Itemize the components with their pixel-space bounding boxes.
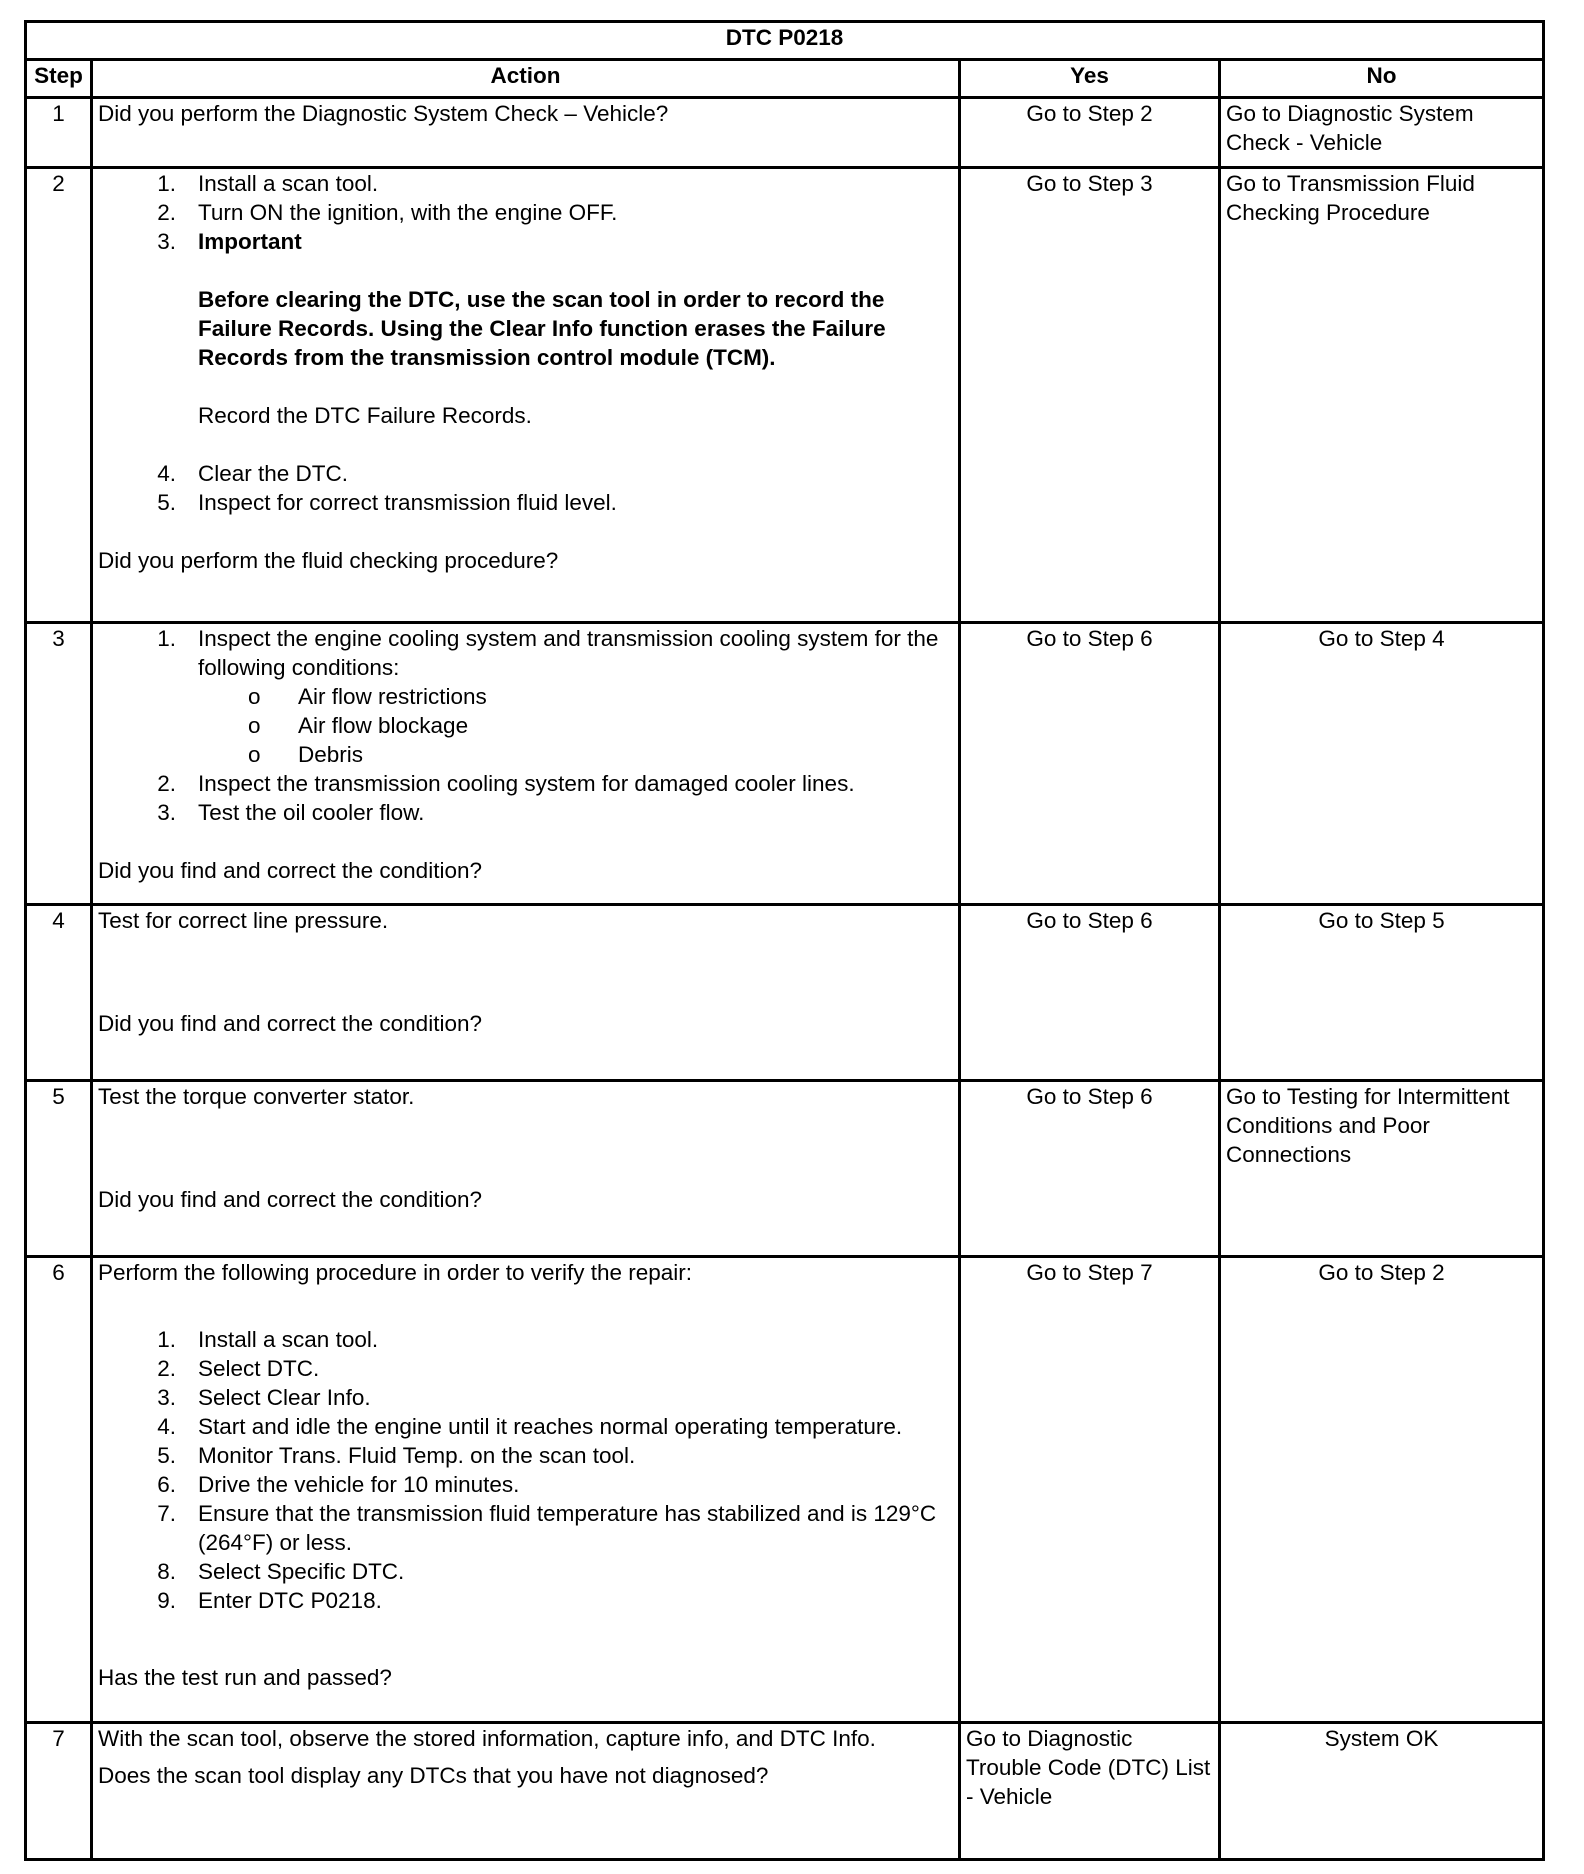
action-cell: [92, 1723, 960, 1860]
procedure-list: [98, 169, 953, 517]
table-row: [26, 1257, 1544, 1723]
step-number: 5: [26, 1081, 92, 1257]
action-column-header: Action: [92, 60, 960, 98]
no-result: Go to Step 4: [1220, 623, 1544, 905]
step-number: 2: [26, 168, 92, 623]
action-intro: Perform the following procedure in order to verify the repair:: [98, 1260, 693, 1285]
action-cell: [92, 905, 960, 1081]
table-row: [26, 1723, 1544, 1860]
action-cell: [92, 168, 960, 623]
list-item: 1. Inspect the engine cooling system and transmission cooling system for the following conditions: o Air flow restrictions o Air flow blockage o Debris: [98, 624, 953, 769]
yes-result: Go to Step 7: [960, 1257, 1220, 1723]
no-result: Go to Step 5: [1220, 905, 1544, 1081]
no-result: Go to Diagnostic System Check - Vehicle: [1220, 98, 1544, 168]
list-item: 8. Select Specific DTC.: [157, 1559, 405, 1584]
list-item: 2. Select DTC.: [157, 1356, 320, 1381]
important-note: Before clearing the DTC, use the scan tool in order to record the Failure Records. Using the Clear Info function erases the Failure Records from the transmission control module (TCM).: [198, 287, 886, 370]
list-item: 7. Ensure that the transmission fluid temperature has stabilized and is 129°C (264°F) or less.: [157, 1501, 937, 1555]
list-item: 3. Test the oil cooler flow.: [157, 800, 425, 825]
list-item: 5. Inspect for correct transmission fluid level.: [157, 490, 617, 515]
list-item: 5. Monitor Trans. Fluid Temp. on the scan tool.: [157, 1443, 636, 1468]
list-item: o Air flow blockage: [248, 713, 469, 738]
step-number: 1: [26, 98, 92, 168]
yes-result: Go to Diagnostic Trouble Code (DTC) List - Vehicle: [960, 1723, 1220, 1860]
action-question: Has the test run and passed?: [98, 1665, 392, 1690]
yes-column-header: Yes: [960, 60, 1220, 98]
list-item: 1. Install a scan tool.: [157, 171, 379, 196]
list-item: 1. Install a scan tool.: [157, 1327, 379, 1352]
action-question: Did you find and correct the condition?: [98, 1011, 482, 1036]
yes-result: Go to Step 2: [960, 98, 1220, 168]
action-cell: [92, 1081, 960, 1257]
important-label: Important: [198, 229, 302, 254]
step-number: 4: [26, 905, 92, 1081]
list-item: 9. Enter DTC P0218.: [157, 1588, 382, 1613]
list-item: 4. Clear the DTC.: [157, 461, 349, 486]
step-number: 3: [26, 623, 92, 905]
list-item: 2. Inspect the transmission cooling system for damaged cooler lines.: [157, 771, 855, 796]
list-item: 3. Important Before clearing the DTC, use the scan tool in order to record the Failure Records. Using the Clear Info function erases the Failure Records from the transmission control module (TCM). Record the DTC Failure Records.: [98, 227, 953, 459]
list-item: o Debris: [248, 742, 364, 767]
action-question: Did you perform the fluid checking procedure?: [98, 548, 559, 573]
step-column-header: Step: [26, 60, 92, 98]
action-question: Did you perform the Diagnostic System Check – Vehicle?: [98, 101, 669, 126]
list-item: 3. Select Clear Info.: [157, 1385, 371, 1410]
action-intro: With the scan tool, observe the stored information, capture info, and DTC Info.: [98, 1726, 876, 1751]
no-result: Go to Transmission Fluid Checking Procedure: [1220, 168, 1544, 623]
action-question: Did you find and correct the condition?: [98, 1187, 482, 1212]
table-title-row: [26, 22, 1544, 60]
record-note: Record the DTC Failure Records.: [198, 403, 532, 428]
step-number: 7: [26, 1723, 92, 1860]
table-row: [26, 623, 1544, 905]
no-result: Go to Testing for Intermittent Conditions and Poor Connections: [1220, 1081, 1544, 1257]
table-row: [26, 168, 1544, 623]
no-result: System OK: [1220, 1723, 1544, 1860]
yes-result: Go to Step 6: [960, 1081, 1220, 1257]
action-question: Does the scan tool display any DTCs that you have not diagnosed?: [98, 1763, 769, 1788]
yes-result: Go to Step 6: [960, 905, 1220, 1081]
table-title: DTC P0218: [26, 22, 1544, 60]
no-column-header: No: [1220, 60, 1544, 98]
list-item: o Air flow restrictions: [248, 684, 487, 709]
table-row: [26, 1081, 1544, 1257]
action-cell: [92, 623, 960, 905]
action-intro: Test the torque converter stator.: [98, 1084, 415, 1109]
table-header-row: [26, 60, 1544, 98]
condition-list: [198, 682, 953, 769]
table-row: [26, 98, 1544, 168]
action-cell: [92, 1257, 960, 1723]
step-number: 6: [26, 1257, 92, 1723]
dtc-p0218-table: [24, 20, 1545, 1861]
action-cell: [92, 98, 960, 168]
verification-procedure-list: [98, 1325, 953, 1615]
procedure-list: [98, 624, 953, 827]
yes-result: Go to Step 6: [960, 623, 1220, 905]
no-result: Go to Step 2: [1220, 1257, 1544, 1723]
action-intro: Test for correct line pressure.: [98, 908, 389, 933]
table-row: [26, 905, 1544, 1081]
list-item: 4. Start and idle the engine until it reaches normal operating temperature.: [157, 1414, 903, 1439]
action-question: Did you find and correct the condition?: [98, 858, 482, 883]
list-item: 6. Drive the vehicle for 10 minutes.: [157, 1472, 520, 1497]
list-item: 2. Turn ON the ignition, with the engine OFF.: [157, 200, 618, 225]
yes-result: Go to Step 3: [960, 168, 1220, 623]
